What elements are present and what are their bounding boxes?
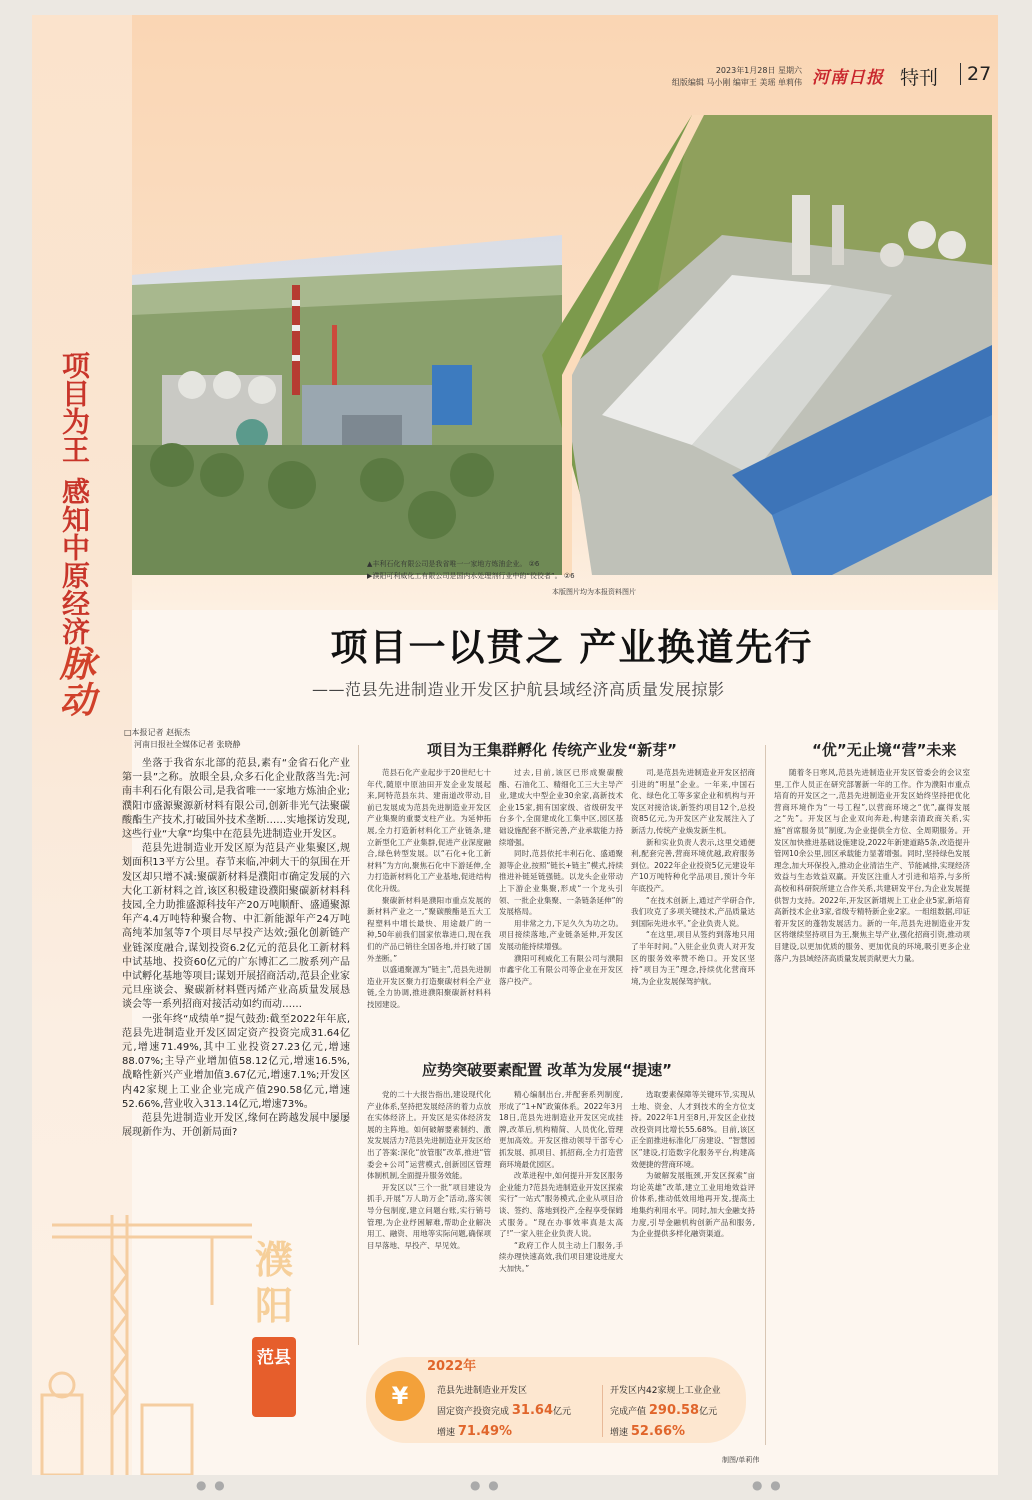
s1-c3-p1: 司,是范县先进制造业开发区招商引进的“明星”企业。一年来,中国石化、绿色化工等多家企业和机构与开发区对接洽谈,新签约项目12个,总投资85亿元,为开发区产业发展注入了新活力,传统产业焕发新生机。 xyxy=(631,768,755,835)
stats-b-title: 开发区内42家规上工业企业 xyxy=(610,1386,721,1396)
county-badge: 范县 xyxy=(252,1337,296,1417)
industrial-park-photo xyxy=(132,115,992,575)
s2-c2-p3: “政府工作人员主动上门服务,手续办理快速高效,我们项目建设进度大大加快。” xyxy=(499,1240,623,1273)
section1-col1 xyxy=(367,767,491,1037)
page-dots-1: ● ● xyxy=(196,1478,227,1492)
headline-title: 项目一以贯之 产业换道先行 xyxy=(330,625,814,669)
page-dots-2: ● ● xyxy=(470,1478,501,1492)
byline-line1: □本报记者 赵振杰 xyxy=(124,728,191,737)
stats-b-label2: 增速 xyxy=(610,1428,629,1438)
s1-c2-p4: 濮阳可利威化工有限公司与濮阳市鑫宇化工有限公司等企业在开发区落户投产。 xyxy=(499,953,623,986)
section1-title: 项目为王集群孵化 传统产业发“新芽” xyxy=(427,741,677,759)
left-paragraph-1: 坐落于我省东北部的范县,素有“金省石化产业第一县”之称。放眼全县,众多石化企业散落当先:河南丰利石化有限公司,是我省唯一一家地方炼油企业;濮阳市盛源聚源新材料有限公司,创新非光气法聚碳酸酯生产技术,打破国外技术垄断……实地探访发现,这些行业“大拿”均集中在范县先进制造业开发区。 xyxy=(122,758,350,841)
s3-p1: 随着冬日寒风,范县先进制造业开发区管委会的会议室里,工作人员正在研究部署新一年的工作。作为濮阳市重点培育的开发区之一,范县先进制造业开发区始终坚持把优化营商环境作为“一号工程”,以营商环境之“优”,赢得发展之“先”。开发区与企业双向奔赴,构建亲清政商关系,实施“首席服务员”制度,为企业提供全方位、全周期服务。开发区加快推进基础设施建设,2022年新建道路5条,改造提升管网10余公里,园区承载能力显著增强。同时,坚持绿色发展理念,加大环保投入,推动企业清洁生产、节能减排,实现经济效益与生态效益双赢。开发区注重人才引进和培养,与多所高校和科研院所建立合作关系,共建研发平台,为企业发展提供智力支持。2022年,开发区新增规上工业企业5家,新培育高新技术企业3家,省级专精特新企业2家。一组组数据,印证着开发区的蓬勃发展活力。新的一年,范县先进制造业开发区将继续坚持项目为王,聚焦主导产业,强化招商引资,推动项目建设,以更加优质的服务、更加优良的环境,吸引更多企业落户,为县域经济高质量发展贡献更大力量。 xyxy=(774,768,970,963)
left-paragraph-3: 一张年终“成绩单”提气鼓劲:截至2022年年底,范县先进制造业开发区固定资产投资完成31.64亿元,增速71.49%,其中工业投资27.23亿元,增速88.07%;主导产业增加值58.12亿元,增速16.5%,战略性新兴产业增加值3.67亿元,增速7.1%;开发区内42家规上工业企业完成产值290.58亿元,增速52.66%,营业收入313.14亿元,增速73%。 xyxy=(122,1013,350,1110)
section2-col3 xyxy=(631,1089,755,1349)
s2-c2-p2: 改革进程中,如何提升开发区服务企业能力?范县先进制造业开发区探索实行“一站式”服务模式,企业从项目洽谈、签约、落地到投产,全程享受保姆式服务。“现在办事效率真是太高了!”一家入驻企业负责人说。 xyxy=(499,1171,623,1239)
section2-col1 xyxy=(367,1089,491,1349)
stats-b-value2: 52.66% xyxy=(630,1424,686,1439)
stats-a-label1: 固定资产投资完成 xyxy=(437,1407,510,1417)
s1-c1-p1: 范县石化产业起步于20世纪七十年代,随原中原油田开发企业发展起来,阿特范县东共、建南道改带动,目前已发展成为范县先进制造业开发区产业集聚的重要支柱产业。为延伸拓展,全力打造新材料化工产业链条,建立新型化工产业集群,促进产业深度融合,绿色转型发展。以“石化+化工新材料”为方向,聚焦石化中下游延伸,全力打造新材料化工产业基地,促进结构优化升级。 xyxy=(367,768,491,893)
section2-col2 xyxy=(499,1089,623,1349)
slogan-line2: 感知中原经济 xyxy=(58,477,91,645)
stats-block-b xyxy=(610,1381,720,1443)
column-rule xyxy=(358,745,359,1345)
graphic-credit: 制图/单莉伟 xyxy=(722,1456,760,1464)
left-paragraph-2: 范县先进制造业开发区原为范县产业集聚区,规划面积13平方公里。春节来临,冲刺大干的氛围在开发区却只增不减:聚碳新材料是濮阳市确定发展的六大化工新材料之首,该区积极建设濮阳聚碳新材料科技园,全力助推盛源科技年产20万吨顺酐、盛通聚源年产4.4万吨特种聚合物、中汇新能源年产24万吨高纯苯加氢等7个项目尽早投产达效;强化创新链产业链深度融合,谋划投资6.2亿元的范县化工新材料中试基地、投资60亿元的广东博汇乙二胺系列产品中试孵化基地等项目;谋划开展招商活动,范县企业家元旦座谈会、聚碳新材料暨丙烯产业高质量发展恳谈会等一系列招商对接活动如约而动…… xyxy=(122,843,350,1011)
page-dots-3: ● ● xyxy=(752,1478,783,1492)
left-column xyxy=(122,757,350,1267)
s1-c1-p2: 聚碳新材料是濮阳市重点发展的新材料产业之一,“聚碳酸酯是五大工程塑料中增长最快、用途最广的一种,50年前我们国家依靠进口,现在我们的产品已销往全国各地,并打破了国外垄断。” xyxy=(367,895,491,963)
s2-c1-p1: 党的二十大报告指出,建设现代化产业体系,坚持把发展经济的着力点放在实体经济上。开发区是实体经济发展的主阵地。如何破解要素制约、激发发展活力?范县先进制造业开发区给出了答案:深化“放管服”改革,推进“管委会+公司”运营模式,创新园区管理体制机制,全面提升服务效能。 xyxy=(367,1090,491,1181)
newspaper-logo: 河南日报 xyxy=(812,68,884,88)
stats-block-a xyxy=(437,1381,571,1443)
slogan-emphasis: 脉动 xyxy=(54,645,96,717)
s1-c1-p3: 以盛通聚源为“链主”,范县先进制造业开发区聚力打造聚碳材料全产业链,全力协调,推进濮阳聚碳新材料科技园建设。 xyxy=(367,965,491,1009)
s2-c3-p1: 选取要素保障等关键环节,实现从土地、资金、人才到技术的全方位支持。2022年1月至8月,开发区企业技改投资同比增长55.68%。目前,该区正全面推进标准化厂房建设、“智慧园区”建设,打造数字化服务平台,构建高效便捷的营商环境。 xyxy=(631,1090,755,1169)
photo-caption-2: ▶濮阳可利威化工有限公司是国内水处理剂行业中的“佼佼者”。 ②6 xyxy=(367,572,575,580)
stats-year: 2022年 xyxy=(427,1359,477,1374)
header-date: 2023年1月28日 星期六 xyxy=(715,66,802,75)
s1-c3-p4: “在这里,项目从签约到落地只用了半年时间。”入驻企业负责人对开发区的服务效率赞不绝口。开发区坚持“项目为王”理念,持续优化营商环境,为企业发展保驾护航。 xyxy=(631,930,755,986)
stats-b-value1: 290.58 xyxy=(648,1403,700,1418)
header-meta xyxy=(652,65,802,89)
headline-subtitle: ——范县先进制造业开发区护航县域经济高质量发展掠影 xyxy=(312,680,725,699)
photo-captions xyxy=(367,558,575,582)
stats-a-value2: 71.49% xyxy=(457,1424,513,1439)
stats-a-value1: 31.64 xyxy=(511,1403,554,1418)
stats-a-title: 范县先进制造业开发区 xyxy=(437,1386,528,1396)
photo-credit: 本版图片均为本报资料图片 xyxy=(552,588,636,596)
s1-c3-p3: “在技术创新上,通过产学研合作,我们攻克了多项关键技术,产品质量达到国际先进水平。”企业负责人说。 xyxy=(631,895,755,928)
yen-icon: ¥ xyxy=(375,1371,425,1421)
vertical-slogan xyxy=(54,351,94,717)
s2-c1-p2: 开发区以“三个一批”项目建设为抓手,开展“万人助万企”活动,落实领导分包制度,建立问题台账,实行销号管理,为企业纾困解难,帮助企业解决用工、融资、用地等实际问题,确保项目早落地、早投产、早见效。 xyxy=(367,1182,491,1250)
byline xyxy=(124,727,241,751)
s2-c3-p2: 为破解发展瓶颈,开发区探索“亩均论英雄”改革,建立工业用地效益评价体系,推动低效用地再开发,提高土地集约利用水平。同时,加大金融支持力度,引导金融机构创新产品和服务,为企业提供多样化融资渠道。 xyxy=(631,1171,755,1239)
s1-c3-p2: 新和实业负责人表示,这里交通便利,配套完善,营商环境优越,政府服务到位。2022年企业投资5亿元建设年产10万吨特种化学品项目,预计今年年底投产。 xyxy=(631,837,755,893)
stats-b-label1: 完成产值 xyxy=(610,1407,647,1417)
section-label: 特刊 xyxy=(900,67,939,89)
slogan-line1: 项目为王 xyxy=(58,351,91,463)
section1-col3 xyxy=(631,767,755,1037)
stats-b-unit1: 亿元 xyxy=(699,1407,718,1417)
stats-a-unit1: 亿元 xyxy=(553,1407,572,1417)
section2-title: 应势突破要素配置 改革为发展“提速” xyxy=(422,1061,672,1079)
column-rule-right xyxy=(765,745,766,1445)
s1-c2-p2: 同时,范县依托丰利石化、盛通聚源等企业,按照“链长+链主”模式,持续推进补链延链强链。以龙头企业带动上下游企业集聚,形成“一个龙头引领、一批企业集聚、一条链条延伸”的发展格局。 xyxy=(499,849,623,917)
left-paragraph-4: 范县先进制造业开发区,缘何在跨越发展中屡屡展现新作为、开创新局面? xyxy=(122,1113,350,1139)
section3-title: “优”无止境“营”未来 xyxy=(812,741,957,759)
s2-c2-p1: 精心编制出台,并配套系列制度,形成了“1+N”政策体系。2022年3月18日,范县先进制造业开发区完成挂牌,改革后,机构精简、人员优化,管理更加高效。开发区推动领导干部专心抓发展、抓项目、抓招商,全力打造营商环境最优园区。 xyxy=(499,1090,623,1169)
s1-c2-p3: 用非常之力,下足久久为功之功。项目接续落地,产业链条延伸,开发区发展动能持续增强。 xyxy=(499,918,623,951)
header-editors: 组版编辑 马小刚 编审王 美瑶 单莉伟 xyxy=(671,78,802,87)
sheet xyxy=(32,15,998,1475)
stats-a-label2: 增速 xyxy=(437,1428,456,1438)
page-number: 27 xyxy=(960,63,991,85)
byline-line2: 河南日报社全媒体记者 张晓静 xyxy=(134,740,241,749)
puyang-calligraphy: 濮阳 xyxy=(254,1237,293,1328)
photo-caption-1: ▲丰利石化有限公司是我省唯一一家地方炼油企业。 ②6 xyxy=(367,560,540,568)
s1-c2-p1: 过去,目前,该区已形成聚碳酸酯、石油化工、精细化工三大主导产业,建成大中型企业30余家,高新技术企业15家,拥有国家级、省级研发平台多个,全面建成化工集中区,园区基础设施配套不断完善,产业承载能力持续增强。 xyxy=(499,768,623,847)
stats-separator xyxy=(602,1385,603,1437)
section1-col2 xyxy=(499,767,623,1037)
section3-col xyxy=(774,767,970,1447)
